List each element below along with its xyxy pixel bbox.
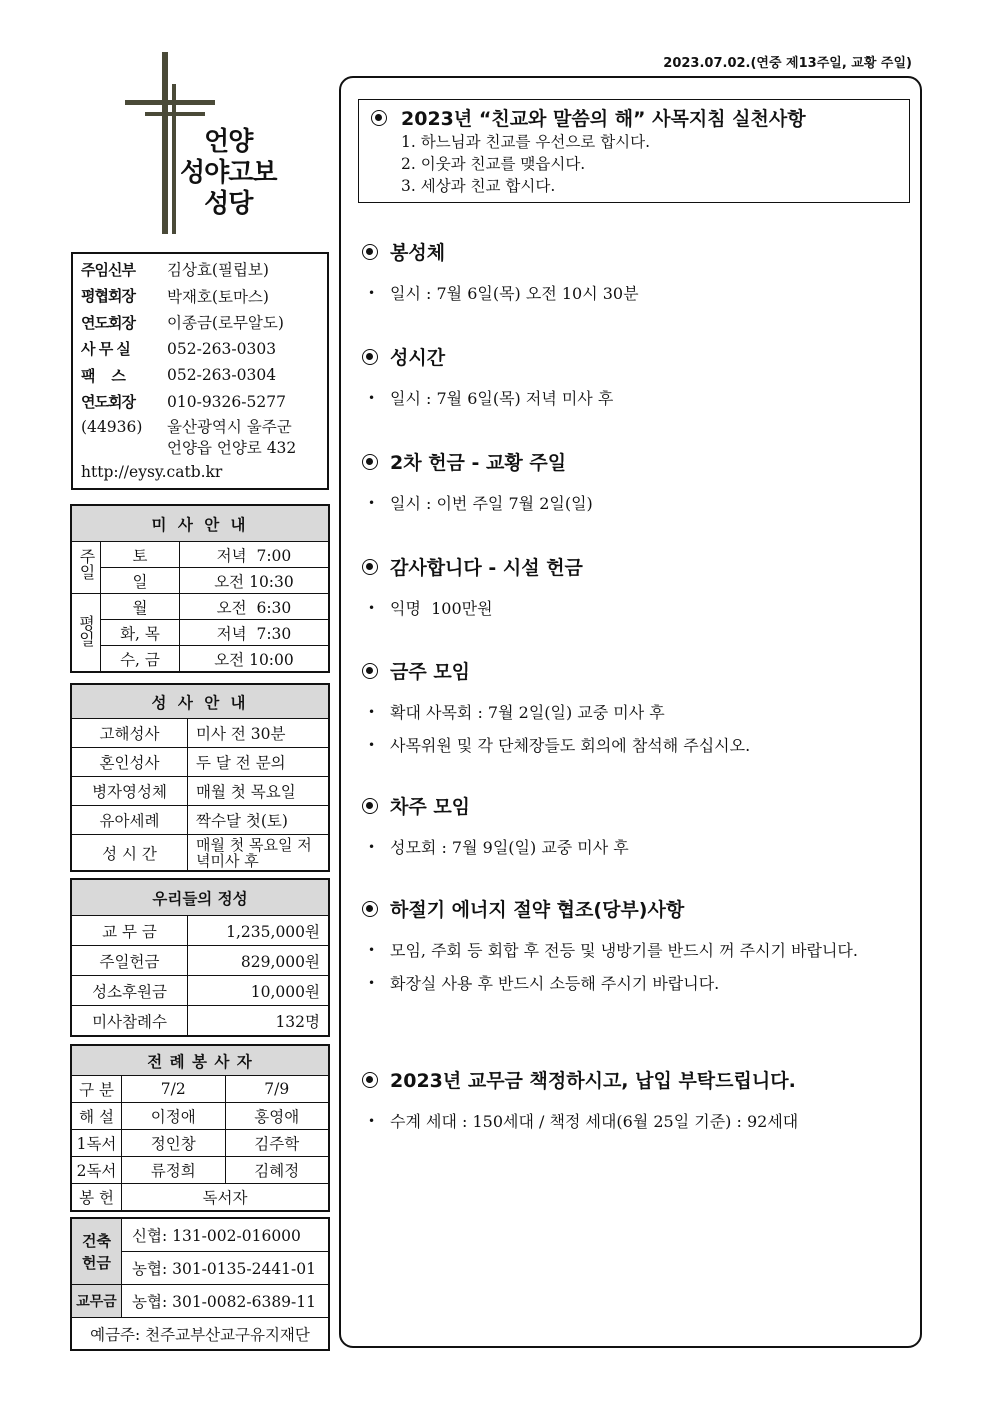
guide-item: 1. 하느님과 친교를 우선으로 합시다. (401, 133, 651, 151)
sunday-label: 주일 (72, 542, 101, 594)
cross-icon (162, 52, 168, 234)
section-this-week-meetings (362, 657, 902, 762)
sacrament-table: 성 사 안 내 고해성사 미사 전 30분 혼인성사 두 달 전 문의 병자영성체 매월 첫 목요일 유아세례 짝수달 첫(토) 성 시 간 매월 첫 목요일 저녁미사 후 (71, 684, 329, 871)
section-thanks (362, 553, 902, 625)
bullseye-icon (362, 244, 378, 260)
church-name: 언양 성야고보 성당 (180, 127, 277, 219)
pastoral-guide-box (358, 99, 910, 203)
info-row: 연도회장 이종금(로무알도) (81, 313, 284, 333)
guide-title: 2023년 “친교와 말씀의 해” 사목지침 실천사항 (371, 104, 897, 131)
liturgy-servers-table: 전 례 봉 사 자 구 분 7/2 7/9 해 설 이정애 홍영애 1독서 정인창 김주학 2독서 류정희 김혜정 봉 헌 독서자 (71, 1045, 329, 1211)
bullseye-icon (371, 110, 387, 126)
list-item: • 수계 세대 : 150세대 / 책정 세대(6월 25일 기준) : 92세대 (368, 1112, 799, 1131)
website-link[interactable]: http://eysy.catb.kr (81, 463, 223, 481)
list-item: • 일시 : 7월 6일(목) 오전 10시 30분 (368, 284, 639, 303)
bullseye-icon (362, 349, 378, 365)
info-row: 팩 스 052-263-0304 (81, 366, 277, 385)
church-logo (120, 52, 290, 242)
date-line: 2023.07.02.(연중 제13주일, 교황 주일) (663, 56, 912, 71)
section-title: 차주 모임 (362, 792, 902, 819)
guide-item: 3. 세상과 친교 합시다. (401, 177, 556, 195)
info-row: 사 무 실 052-263-0303 (81, 339, 277, 359)
section-title: 금주 모임 (362, 657, 902, 684)
info-row: 주임신부 김상효(필립보) (81, 260, 269, 280)
section-dues (362, 1066, 902, 1138)
mass-schedule-table: 미 사 안 내 주일 토 저녁 7:00 일 오전 10:30 평일 월 오전 6:30 화, 목 저녁 7:30 수, 금 오전 10:00 (71, 505, 329, 672)
section-title: 하절기 에너지 절약 협조(당부)사항 (362, 895, 902, 922)
section-title: 봉성체 (362, 238, 902, 265)
info-row: 연도회장 010-9326-5277 (81, 392, 286, 412)
weekday-label: 평일 (72, 594, 101, 672)
bullseye-icon (362, 901, 378, 917)
bullseye-icon (362, 1072, 378, 1088)
section-second-collection (362, 448, 902, 520)
bullseye-icon (362, 454, 378, 470)
section-energy-saving (362, 895, 902, 1000)
section-title: 성시간 (362, 343, 902, 370)
list-item: • 일시 : 7월 6일(목) 저녁 미사 후 (368, 389, 614, 408)
address: (44936) 울산광역시 울주군 언양읍 언양로 432 (81, 418, 297, 457)
building-fund-label: 건축헌금 (72, 1219, 122, 1285)
list-item: • 모임, 주회 등 회합 후 전등 및 냉방기를 반드시 꺼 주시기 바랍니다. (368, 941, 858, 960)
bullseye-icon (362, 798, 378, 814)
section-title: 2차 헌금 - 교황 주일 (362, 448, 902, 475)
section-holy-hour (362, 343, 902, 415)
bank-accounts-table: 건축헌금 신협: 131-002-016000 농협: 301-0135-2441-01 교무금 농협: 301-0082-6389-11 예금주: 천주교부산교구유지재단 (71, 1218, 329, 1350)
section-title: 감사합니다 - 시설 헌금 (362, 553, 902, 580)
offering-table: 우리들의 정성 교 무 금 1,235,000원 주일헌금 829,000원 성소후원금 10,000원 미사참례수 132명 (71, 879, 329, 1036)
list-item: • 일시 : 이번 주일 7월 2일(일) (368, 494, 593, 513)
section-title: 2023년 교무금 책정하시고, 납입 부탁드립니다. (362, 1066, 902, 1093)
bullseye-icon (362, 559, 378, 575)
info-row: 평협회장 박재호(토마스) (81, 287, 269, 306)
list-item: • 익명 100만원 (368, 599, 493, 618)
section-next-week-meetings (362, 792, 902, 864)
guide-item: 2. 이웃과 친교를 맺읍시다. (401, 155, 586, 173)
list-item: • 확대 사목회 : 7월 2일(일) 교중 미사 후 (368, 703, 665, 722)
list-item: • 성모회 : 7월 9일(일) 교중 미사 후 (368, 838, 629, 857)
list-item: • 사목위원 및 각 단체장들도 회의에 참석해 주십시오. (368, 736, 751, 755)
list-item: • 화장실 사용 후 반드시 소등해 주시기 바랍니다. (368, 974, 720, 993)
section-bongseongche (362, 238, 902, 310)
bullseye-icon (362, 663, 378, 679)
guide-list (401, 131, 897, 197)
church-info (71, 252, 329, 490)
